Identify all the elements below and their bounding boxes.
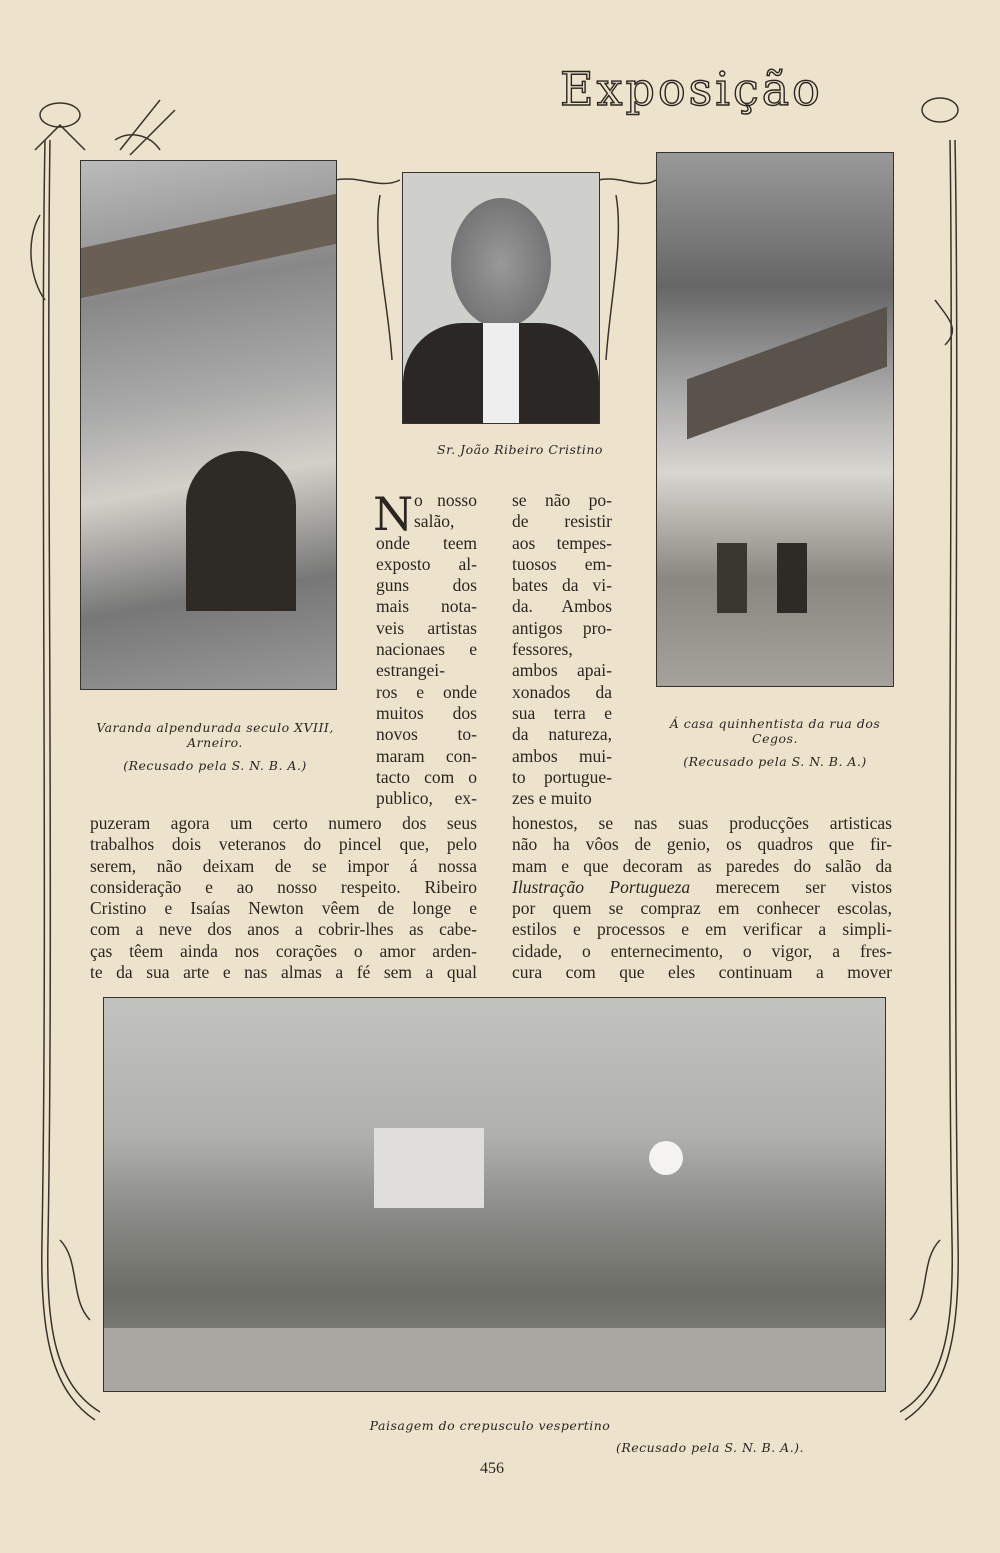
text-line: nacionaes e — [376, 639, 477, 660]
caption-paisagem: Paisagem do crepusculo vespertino — [369, 1418, 611, 1433]
text-line: o nosso — [414, 490, 477, 510]
text-line: zes e muito — [512, 788, 592, 809]
text-line: fessores, — [512, 639, 573, 660]
text-line: consideração e ao nosso respeito. Ribeiro — [90, 876, 477, 897]
caption-varanda: Varanda alpendurada seculo XVIII, Arneiro. — [96, 720, 334, 750]
text-line: cura com que eles continuam a mover — [512, 962, 892, 983]
text-line: guns dos — [376, 575, 477, 596]
text-line: com a neve dos anos a cobrir-lhes as cabe- — [90, 919, 477, 940]
text-line: aos tempes- — [512, 532, 612, 553]
portrait-photo — [402, 172, 600, 424]
text-line: da natureza, — [512, 724, 612, 745]
caption-portrait: Sr. João Ribeiro Cristino — [437, 442, 603, 457]
caption-note: (Recusado pela S. N. B. A.) — [683, 754, 867, 769]
painting-paisagem — [103, 997, 886, 1392]
text-line: cidade, o enternecimento, o vigor, a fres- — [512, 940, 892, 961]
text-line: tacto com o — [376, 766, 477, 787]
text-line: trabalhos dois veteranos do pincel que, pelo — [90, 834, 477, 855]
text-line: novos to- — [376, 724, 477, 745]
text-line: puzeram agora um certo numero dos seus — [90, 813, 477, 833]
text-line: não ha vôos de genio, os quadros que fir- — [512, 834, 892, 855]
text-line: por quem se compraz em conhecer escolas, — [512, 898, 892, 919]
article-narrow-column-2 — [512, 490, 612, 809]
text-line: honestos, se nas suas producções artisticas — [512, 813, 892, 833]
text-line: ros e onde — [376, 681, 477, 702]
text-line: estrangei- — [376, 660, 445, 681]
caption-note: (Recusado pela S. N. B. A.) — [123, 758, 307, 773]
text-line: sua terra e — [512, 702, 612, 723]
caption-casa: Á casa quinhentista da rua dos Cegos. — [669, 716, 881, 746]
text-line: bates da vi- — [512, 575, 612, 596]
text-line: mam e que decoram as paredes do salão da — [512, 855, 892, 876]
text-line: maram con- — [376, 745, 477, 766]
text-line: estilos e processos e em verificar a simpli- — [512, 919, 892, 940]
text-line: publico, ex- — [376, 788, 477, 809]
text-line: xonados da — [512, 681, 612, 702]
text-line: ambos apai- — [512, 660, 612, 681]
text-line: serem, não deixam de se impor á nossa — [90, 855, 477, 876]
text-line: muitos dos — [376, 702, 477, 723]
article-column-2 — [512, 813, 892, 983]
text-line: mais nota- — [376, 596, 477, 617]
text-line: antigos pro- — [512, 617, 612, 638]
text-line: de resistir — [512, 511, 612, 532]
text-line: Cristino e Isaías Newton vêem de longe e — [90, 898, 477, 919]
text-line: onde teem — [376, 532, 477, 553]
text-line: ambos mui- — [512, 745, 612, 766]
text-line: da. Ambos — [512, 596, 612, 617]
text-line: se não po- — [512, 490, 612, 510]
caption-note: (Recusado pela S. N. B. A.). — [615, 1440, 805, 1455]
text-line: Ilustração Portugueza merecem ser vistos — [512, 876, 892, 897]
text-line: te da sua arte e nas almas a fé sem a qual — [90, 962, 477, 983]
article-column-1 — [90, 813, 477, 983]
text-line: ças têem ainda nos corações o amor arden- — [90, 940, 477, 961]
drop-cap: N — [373, 487, 414, 541]
text-line: veis artistas — [376, 617, 477, 638]
text-line: salão, — [414, 511, 455, 532]
page-title: Exposição — [560, 62, 823, 116]
painting-casa-quinhentista — [656, 152, 894, 687]
text-line: to portugue- — [512, 766, 612, 787]
article-narrow-column-1 — [376, 490, 477, 809]
page-number: 456 — [480, 1460, 504, 1477]
text-line: exposto al- — [376, 553, 477, 574]
painting-varanda — [80, 160, 337, 690]
text-line: tuosos em- — [512, 553, 612, 574]
